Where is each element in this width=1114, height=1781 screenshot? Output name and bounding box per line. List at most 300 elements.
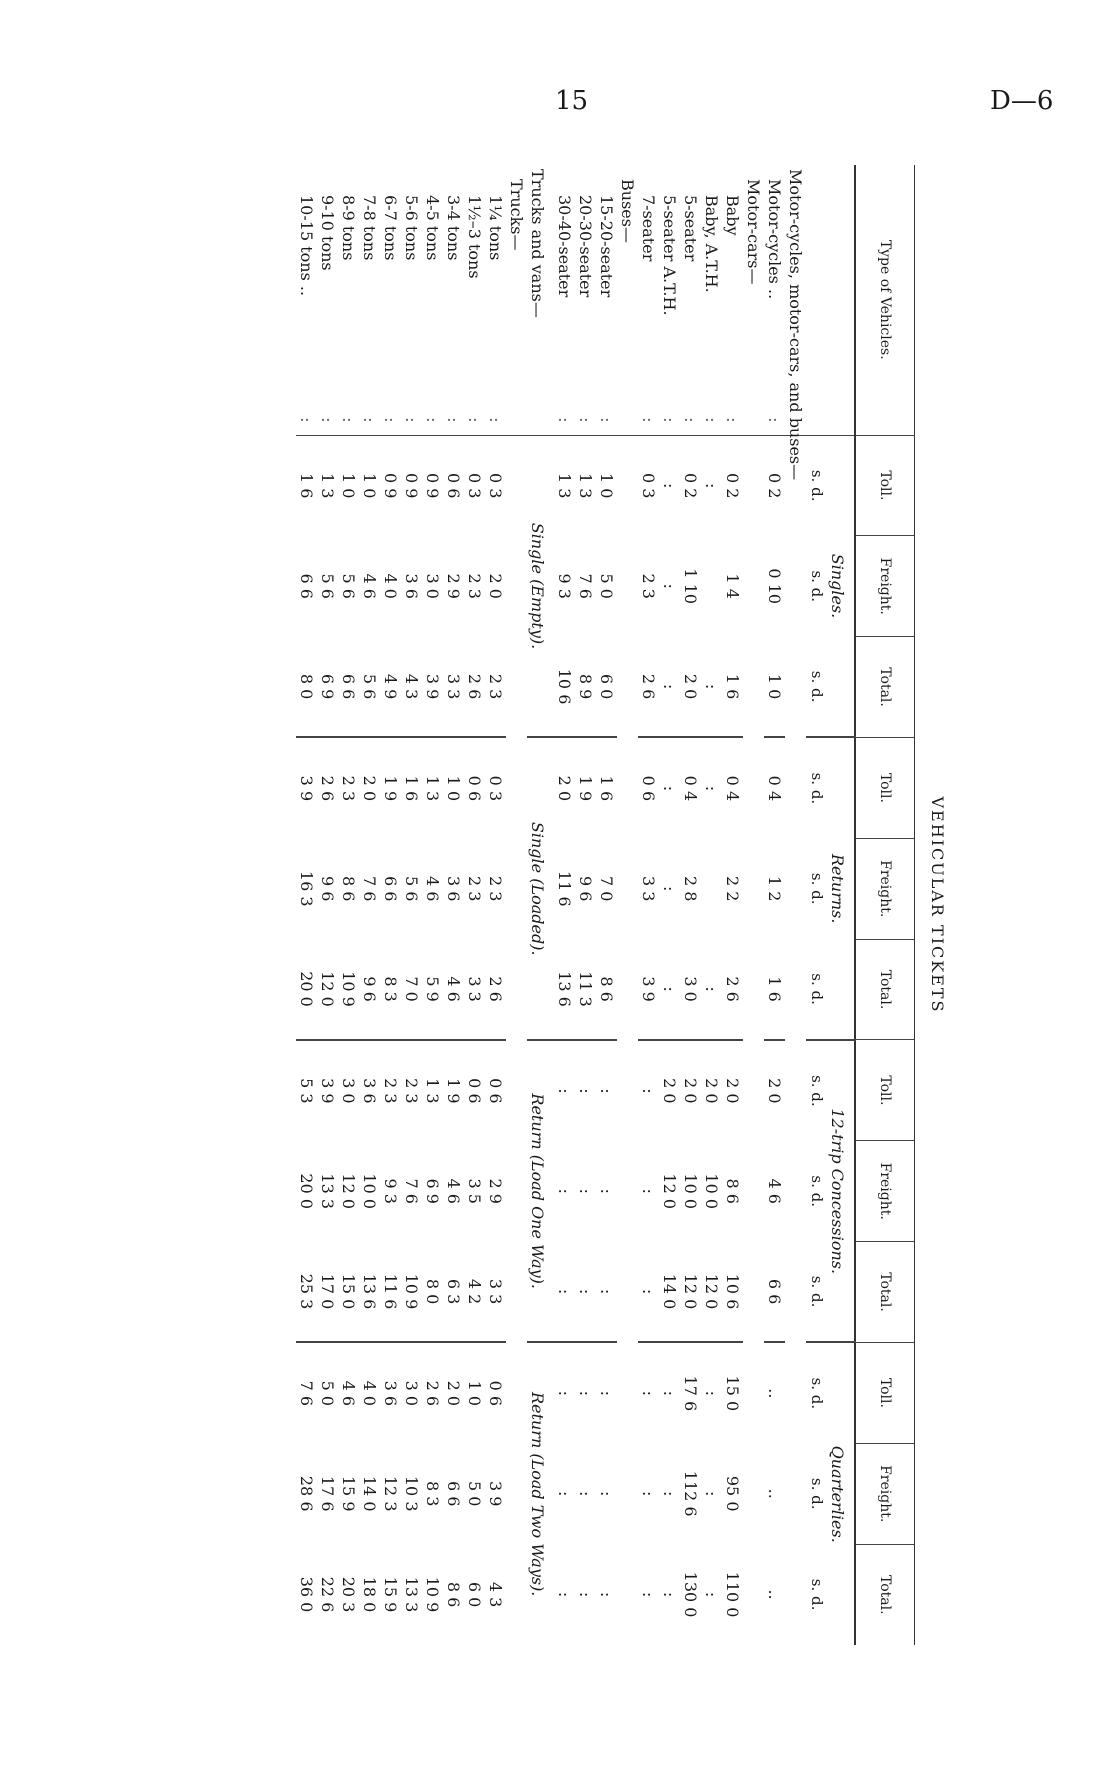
- group-label: Return (Load Two Ways).: [527, 1342, 554, 1645]
- col-header-toll: Toll.: [855, 737, 915, 838]
- toll-cell: 2 6: [317, 737, 338, 838]
- dot-leaders: :: [639, 417, 658, 429]
- unit-label: s. d.: [808, 1175, 826, 1208]
- freight-cell: 7 6: [576, 573, 595, 599]
- table-row: [575, 165, 596, 1645]
- toll-cell: 2 0: [443, 1342, 464, 1443]
- total-cell: 3 3: [444, 673, 463, 700]
- freight-cell: 9 3: [555, 573, 574, 599]
- col-header-freight: Freight.: [855, 536, 915, 637]
- table-row: [485, 165, 506, 1645]
- dot-leaders: :: [381, 417, 400, 429]
- total-cell: 3 3: [465, 976, 484, 1002]
- freight-cell: :: [660, 583, 679, 589]
- freight-cell: 14 0: [360, 1475, 379, 1512]
- dot-leaders: :: [555, 417, 574, 429]
- col-header-toll: Toll.: [855, 1342, 915, 1443]
- toll-cell: 1 9: [575, 737, 596, 838]
- vehicle-type-label: 20-30-seater: [576, 195, 595, 298]
- toll-cell: 0 6: [464, 1040, 485, 1141]
- vehicle-type-label: 9-10 tons: [318, 195, 337, 271]
- toll-cell: 1 3: [555, 472, 574, 499]
- vehicle-type-label: 30-40-seater: [555, 195, 574, 298]
- freight-cell: :: [555, 1491, 574, 1497]
- toll-cell: 1 3: [422, 1040, 443, 1141]
- vehicle-type-label: 1¼ tons: [486, 195, 505, 261]
- total-cell: 17 0: [318, 1273, 337, 1310]
- total-cell: 20 3: [339, 1576, 358, 1613]
- toll-cell: 2 6: [422, 1342, 443, 1443]
- freight-cell: 16 3: [297, 870, 316, 907]
- total-cell: 8 6: [444, 1581, 463, 1608]
- table-row: [464, 165, 485, 1645]
- total-cell: 12 0: [681, 1273, 700, 1310]
- freight-cell: 5 0: [597, 573, 616, 599]
- toll-cell: ..: [764, 1342, 785, 1443]
- total-cell: 25 3: [297, 1273, 316, 1310]
- section-row: [506, 165, 527, 1645]
- total-cell: 8 6: [597, 976, 616, 1002]
- toll-cell: :: [554, 1040, 575, 1141]
- total-cell: 10 9: [423, 1576, 442, 1613]
- freight-cell: 5 0: [465, 1480, 484, 1507]
- freight-cell: [701, 536, 722, 637]
- table-row: [359, 165, 380, 1645]
- freight-cell: 3 3: [639, 876, 658, 902]
- toll-cell: 1 6: [596, 737, 617, 838]
- toll-cell: :: [596, 1040, 617, 1141]
- dot-leaders: :: [465, 417, 484, 429]
- table-row: [680, 165, 701, 1645]
- total-cell: :: [555, 1288, 574, 1295]
- toll-cell: 2 0: [701, 1040, 722, 1141]
- total-cell: 11 3: [576, 971, 595, 1007]
- col-header-freight: Freight.: [855, 1443, 915, 1544]
- total-cell: 3 3: [486, 1278, 505, 1305]
- total-cell: :: [597, 1591, 616, 1598]
- table-row: [317, 165, 338, 1645]
- toll-cell: 1 0: [339, 472, 358, 499]
- col-header-toll: Toll.: [855, 1040, 915, 1141]
- total-cell: :: [576, 1591, 595, 1598]
- page-code: D—6: [990, 86, 1054, 116]
- dot-leaders: :: [402, 417, 421, 429]
- dot-leaders: :: [765, 417, 784, 429]
- freight-cell: 2 3: [639, 573, 658, 599]
- freight-cell: 17 6: [318, 1475, 337, 1512]
- total-cell: 2 6: [639, 673, 658, 700]
- toll-cell: 2 0: [359, 737, 380, 838]
- toll-cell: 0 2: [765, 472, 784, 499]
- freight-cell: 3 9: [486, 1480, 505, 1507]
- total-cell: :: [639, 1591, 658, 1598]
- freight-cell: 8 6: [723, 1178, 742, 1204]
- toll-cell: 1 0: [360, 472, 379, 499]
- freight-cell: :: [597, 1491, 616, 1497]
- total-cell: 6 6: [765, 1278, 784, 1305]
- unit-label: s. d.: [806, 737, 827, 838]
- group-label: Return (Load One Way).: [527, 1040, 554, 1342]
- toll-cell: 0 3: [485, 737, 506, 838]
- toll-cell: 2 0: [722, 1040, 743, 1141]
- freight-cell: 95 0: [723, 1475, 742, 1512]
- total-cell: 13 6: [360, 1273, 379, 1310]
- dot-leaders: :: [297, 417, 316, 429]
- total-cell: :: [660, 986, 679, 992]
- freight-cell: 9 3: [381, 1178, 400, 1204]
- table-row: [443, 165, 464, 1645]
- freight-cell: 28 6: [297, 1475, 316, 1512]
- toll-cell: 0 3: [465, 472, 484, 499]
- table-row: [659, 165, 680, 1645]
- rotated-table-wrapper: [265, 165, 947, 1645]
- freight-cell: 6 6: [381, 876, 400, 902]
- total-cell: :: [555, 1591, 574, 1598]
- dot-leaders: :: [597, 417, 616, 429]
- freight-cell: 4 0: [381, 573, 400, 599]
- table-row: [554, 165, 575, 1645]
- total-cell: :: [702, 683, 721, 690]
- vehicle-type-label: 7-8 tons: [360, 195, 379, 261]
- section-row: [743, 165, 764, 1645]
- total-cell: :: [660, 683, 679, 690]
- freight-cell: 3 0: [423, 573, 442, 599]
- total-cell: 4 3: [402, 673, 421, 700]
- freight-cell: 0 10: [765, 568, 784, 605]
- section-label: Motor-cycles, motor-cars, and buses—: [786, 169, 805, 481]
- freight-cell: 3 5: [465, 1178, 484, 1204]
- freight-cell: :: [597, 1188, 616, 1194]
- toll-cell: :: [659, 1342, 680, 1443]
- vehicle-type-label: Motor-cycles ..: [765, 179, 784, 300]
- col-header-freight: Freight.: [855, 1141, 915, 1242]
- toll-cell: 0 9: [423, 472, 442, 499]
- freight-cell: 5 6: [318, 573, 337, 599]
- table-row: [596, 165, 617, 1645]
- total-cell: 13 3: [402, 1576, 421, 1613]
- toll-cell: 3 6: [359, 1040, 380, 1141]
- toll-cell: :: [660, 482, 679, 489]
- total-cell: 6 0: [597, 673, 616, 700]
- col-header-type: Type of Vehicles.: [855, 165, 915, 435]
- total-cell: 5 6: [360, 673, 379, 700]
- freight-cell: [701, 838, 722, 939]
- total-cell: 10 6: [723, 1273, 742, 1310]
- header-row: [855, 165, 915, 1645]
- freight-cell: 2 3: [465, 876, 484, 902]
- vehicle-type-label: 5-seater: [681, 195, 700, 262]
- total-cell: 15 9: [381, 1576, 400, 1613]
- col-header-total: Total.: [855, 637, 915, 738]
- freight-cell: 2 9: [486, 1178, 505, 1204]
- toll-cell: 0 4: [764, 737, 785, 838]
- col-header-total: Total.: [855, 1544, 915, 1645]
- group-label: Singles.: [828, 553, 847, 619]
- freight-cell: :: [576, 1491, 595, 1497]
- freight-cell: 12 0: [660, 1173, 679, 1210]
- freight-cell: 10 0: [681, 1173, 700, 1210]
- freight-cell: 3 6: [402, 573, 421, 599]
- freight-cell: 11 6: [555, 870, 574, 907]
- vehicular-tickets-table: [296, 165, 915, 1645]
- freight-cell: 6 6: [444, 1480, 463, 1507]
- freight-cell: 6 9: [423, 1178, 442, 1204]
- toll-cell: 0 2: [681, 472, 700, 499]
- dot-leaders: :: [339, 417, 358, 429]
- freight-cell: 2 2: [723, 876, 742, 902]
- toll-cell: 0 4: [722, 737, 743, 838]
- toll-cell: 0 6: [464, 737, 485, 838]
- toll-cell: 3 9: [296, 737, 317, 838]
- toll-cell: 2 3: [401, 1040, 422, 1141]
- group-label: Single (Empty).: [528, 522, 547, 650]
- toll-cell: 2 0: [659, 1040, 680, 1141]
- vehicle-type-label: 1½–3 tons: [465, 195, 484, 279]
- toll-cell: 1 3: [576, 472, 595, 499]
- dot-leaders: :: [318, 417, 337, 429]
- toll-cell: 2 0: [680, 1040, 701, 1141]
- toll-cell: 0 3: [486, 472, 505, 499]
- freight-cell: 13 3: [318, 1173, 337, 1210]
- toll-cell: :: [701, 737, 722, 838]
- total-cell: 2 3: [486, 673, 505, 700]
- total-cell: 36 0: [297, 1576, 316, 1613]
- total-cell: 12 0: [702, 1273, 721, 1310]
- freight-cell: 4 6: [765, 1178, 784, 1204]
- freight-cell: 2 3: [465, 573, 484, 599]
- table-row: [380, 165, 401, 1645]
- toll-cell: :: [638, 1342, 659, 1443]
- table-row: [296, 165, 317, 1645]
- page-number: 15: [555, 86, 589, 116]
- freight-cell: 7 0: [597, 876, 616, 902]
- dot-leaders: :: [660, 417, 679, 429]
- table-row: [701, 165, 722, 1645]
- total-cell: :: [702, 1591, 721, 1598]
- vehicle-type-label: 4-5 tons: [423, 195, 442, 261]
- total-cell: :: [576, 1288, 595, 1295]
- freight-cell: 10 0: [360, 1173, 379, 1210]
- total-cell: 10 9: [402, 1273, 421, 1310]
- freight-cell: 8 3: [423, 1480, 442, 1507]
- freight-cell: 8 6: [339, 876, 358, 902]
- total-cell: 2 6: [723, 976, 742, 1002]
- dot-leaders: :: [444, 417, 463, 429]
- freight-cell: :: [555, 1188, 574, 1194]
- total-cell: 4 6: [444, 976, 463, 1002]
- total-cell: 6 3: [444, 1278, 463, 1305]
- freight-cell: 9 6: [318, 876, 337, 902]
- total-cell: 4 3: [486, 1581, 505, 1608]
- total-cell: 1 0: [765, 673, 784, 700]
- toll-cell: :: [575, 1040, 596, 1141]
- toll-cell: 3 0: [401, 1342, 422, 1443]
- toll-cell: 3 6: [380, 1342, 401, 1443]
- col-header-total: Total.: [855, 939, 915, 1040]
- freight-cell: 112 6: [681, 1470, 700, 1517]
- toll-cell: 3 9: [317, 1040, 338, 1141]
- freight-cell: 7 6: [402, 1178, 421, 1204]
- freight-cell: 5 6: [402, 876, 421, 902]
- unit-label: s. d.: [808, 1578, 826, 1611]
- total-cell: :: [660, 1591, 679, 1598]
- unit-label: s. d.: [808, 973, 826, 1005]
- freight-cell: 10 0: [702, 1173, 721, 1210]
- toll-cell: :: [596, 1342, 617, 1443]
- freight-cell: 20 0: [297, 1173, 316, 1210]
- total-cell: 22 6: [318, 1576, 337, 1613]
- total-cell: 3 0: [681, 976, 700, 1002]
- freight-cell: 3 6: [444, 876, 463, 902]
- section-label: Motor-cars—: [744, 179, 763, 285]
- vehicle-type-label: Baby, A.T.H.: [702, 195, 721, 293]
- total-cell: 10 9: [339, 971, 358, 1007]
- toll-cell: :: [659, 737, 680, 838]
- total-cell: 8 0: [423, 1278, 442, 1305]
- toll-cell: 4 0: [359, 1342, 380, 1443]
- toll-cell: 15 0: [722, 1342, 743, 1443]
- freight-cell: 5 6: [339, 573, 358, 599]
- section-label: Trucks—: [507, 179, 526, 251]
- total-cell: 4 2: [465, 1278, 484, 1305]
- table-row: [764, 165, 785, 1645]
- dot-leaders: :: [423, 417, 442, 429]
- toll-cell: 0 2: [723, 472, 742, 499]
- freight-cell: 2 0: [486, 573, 505, 599]
- freight-cell: 2 3: [486, 876, 505, 902]
- freight-cell: :: [660, 886, 679, 892]
- freight-cell: 2 8: [681, 876, 700, 902]
- freight-cell: 4 6: [360, 573, 379, 599]
- unit-label: s. d.: [808, 1477, 826, 1510]
- toll-cell: 0 9: [381, 472, 400, 499]
- total-cell: 8 9: [576, 673, 595, 700]
- total-cell: 2 0: [681, 673, 700, 700]
- table-row: [638, 165, 659, 1645]
- freight-cell: :: [702, 1491, 721, 1497]
- total-cell: 9 6: [360, 976, 379, 1002]
- total-cell: :: [597, 1288, 616, 1295]
- total-cell: 13 6: [555, 971, 574, 1007]
- toll-cell: :: [638, 1040, 659, 1141]
- group-header-row: [827, 165, 855, 1645]
- total-cell: 2 6: [465, 673, 484, 700]
- total-cell: 2 6: [486, 976, 505, 1002]
- vehicle-type-label: 15-20-seater: [597, 195, 616, 298]
- group-label: Returns.: [827, 737, 855, 1039]
- toll-cell: 1 9: [443, 1040, 464, 1141]
- freight-cell: 6 6: [297, 573, 316, 599]
- total-cell: 6 0: [465, 1581, 484, 1608]
- freight-cell: ..: [765, 1488, 784, 1499]
- total-cell: 10 6: [555, 668, 574, 705]
- total-cell: 15 0: [339, 1273, 358, 1310]
- toll-cell: 1 6: [297, 472, 316, 499]
- toll-cell: 2 0: [554, 737, 575, 838]
- freight-cell: 4 6: [423, 876, 442, 902]
- table-row: [401, 165, 422, 1645]
- toll-cell: 1 9: [380, 737, 401, 838]
- section-label: Trucks and vans—: [528, 169, 547, 318]
- units-row: [806, 165, 827, 1645]
- freight-cell: :: [576, 1188, 595, 1194]
- toll-cell: 1 0: [597, 472, 616, 499]
- total-cell: 7 0: [402, 976, 421, 1002]
- freight-cell: 7 6: [360, 876, 379, 902]
- total-cell: 1 6: [723, 673, 742, 700]
- total-cell: 6 9: [318, 673, 337, 700]
- vehicle-type-label: 3-4 tons: [444, 195, 463, 261]
- total-cell: 8 3: [381, 976, 400, 1002]
- total-cell: 6 6: [339, 673, 358, 700]
- freight-cell: 1 10: [681, 568, 700, 605]
- freight-cell: 1 4: [723, 573, 742, 599]
- toll-cell: 5 3: [296, 1040, 317, 1141]
- toll-cell: 2 3: [338, 737, 359, 838]
- table-row: [722, 165, 743, 1645]
- freight-cell: 12 3: [381, 1475, 400, 1512]
- total-cell: :: [639, 1288, 658, 1295]
- freight-cell: 2 9: [444, 573, 463, 599]
- dot-leaders: :: [486, 417, 505, 429]
- unit-label: s. d.: [808, 1275, 826, 1308]
- unit-label: s. d.: [808, 670, 826, 703]
- toll-cell: 1 3: [318, 472, 337, 499]
- freight-cell: 9 6: [576, 876, 595, 902]
- toll-cell: 3 0: [338, 1040, 359, 1141]
- total-cell: 130 0: [681, 1571, 700, 1618]
- toll-cell: :: [702, 482, 721, 489]
- dot-leaders: :: [723, 417, 742, 429]
- toll-cell: 2 3: [380, 1040, 401, 1141]
- unit-label: s. d.: [808, 469, 826, 502]
- total-cell: 4 9: [381, 673, 400, 700]
- toll-cell: :: [701, 1342, 722, 1443]
- total-cell: :: [702, 986, 721, 992]
- toll-cell: 0 4: [680, 737, 701, 838]
- vehicle-type-label: 5-6 tons: [402, 195, 421, 261]
- dot-leaders: :: [681, 417, 700, 429]
- total-cell: 14 0: [660, 1273, 679, 1310]
- total-cell: 11 6: [381, 1273, 400, 1310]
- vehicle-type-label: 6-7 tons: [381, 195, 400, 261]
- total-cell: 110 0: [723, 1571, 742, 1618]
- freight-cell: 4 6: [444, 1178, 463, 1204]
- unit-label: s. d.: [808, 570, 826, 603]
- col-header-freight: Freight.: [855, 838, 915, 939]
- freight-cell: 1 2: [765, 876, 784, 902]
- freight-cell: :: [639, 1188, 658, 1194]
- dot-leaders: :: [702, 417, 721, 429]
- toll-cell: 0 9: [402, 472, 421, 499]
- toll-cell: 1 6: [401, 737, 422, 838]
- total-cell: 1 6: [765, 976, 784, 1002]
- total-cell: 3 9: [423, 673, 442, 700]
- toll-cell: 0 6: [444, 472, 463, 499]
- group-label: Quarterlies.: [827, 1342, 855, 1645]
- freight-cell: :: [660, 1491, 679, 1497]
- toll-cell: :: [554, 1342, 575, 1443]
- vehicle-type-label: 5-seater A.T.H.: [660, 195, 679, 316]
- total-cell: 8 0: [297, 673, 316, 700]
- vehicle-type-label: 10-15 tons ..: [297, 195, 316, 297]
- table-title: VEHICULAR TICKETS: [928, 796, 947, 1014]
- freight-cell: 15 9: [339, 1475, 358, 1512]
- total-cell: 18 0: [360, 1576, 379, 1613]
- freight-cell: 10 3: [402, 1475, 421, 1512]
- vehicle-type-label: 8-9 tons: [339, 195, 358, 261]
- total-cell: 12 0: [318, 971, 337, 1007]
